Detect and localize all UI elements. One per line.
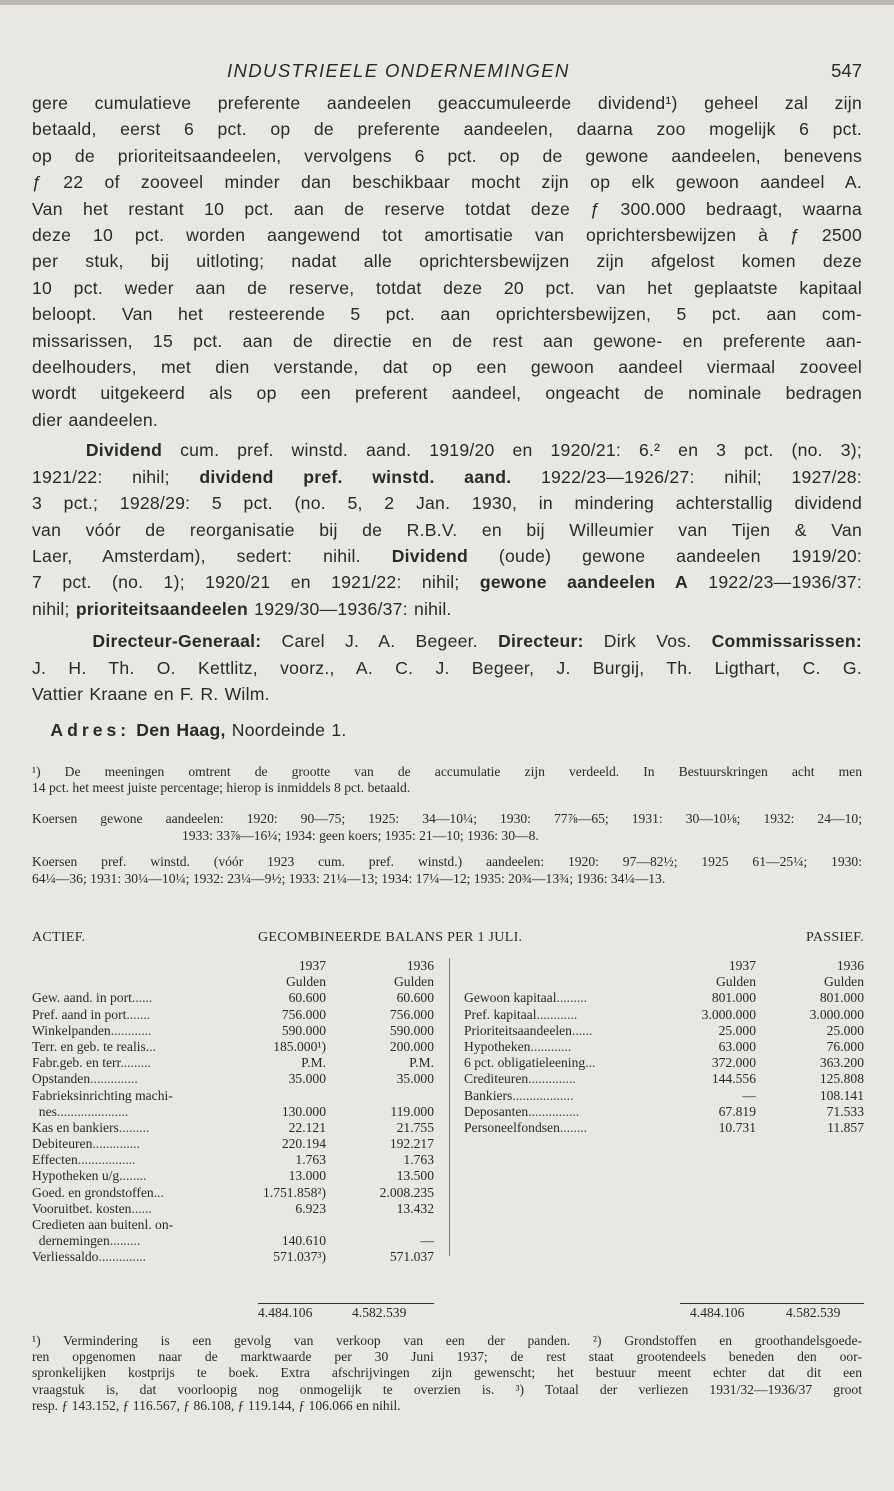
- year-1936: 1936: [836, 958, 864, 973]
- text-line: missarissen, 15 pct. aan de directie en de rest aan gewone- en preferente aan-: [32, 330, 862, 351]
- row-label: Goed. en grondstoffen: [32, 1184, 154, 1200]
- row-label: Fabr.geb. en terr: [32, 1055, 121, 1071]
- table-row: [464, 1088, 864, 1104]
- text-line: [32, 596, 862, 622]
- koersen-gewone: [32, 811, 862, 844]
- year-header-row: [464, 958, 864, 974]
- value-1937: 35.000: [288, 1071, 326, 1087]
- table-row: [32, 1185, 434, 1201]
- value-1936: 76.000: [826, 1038, 864, 1054]
- value-1936: 13.432: [396, 1200, 434, 1216]
- text-run: 1922/23—1936/37:: [688, 572, 862, 593]
- passief-rows: [464, 990, 864, 1136]
- page-title: INDUSTRIEELE ONDERNEMINGEN: [227, 60, 570, 81]
- value-1937: 10.731: [718, 1119, 756, 1135]
- bold-term: Commissarissen:: [711, 631, 862, 652]
- row-label-group: [32, 990, 152, 1006]
- leader-dots: .........: [118, 1119, 150, 1135]
- year-header-row: [32, 958, 434, 974]
- row-label-group: [32, 1120, 149, 1136]
- text-line: J. H. Th. O. Kettlitz, voorz., A. C. J. Begeer, J. Burgij, Th. Ligthart, C. G.: [32, 657, 862, 678]
- leader-dots: .....................: [56, 1103, 129, 1119]
- table-row: [32, 1120, 434, 1136]
- row-label-group: [464, 1039, 571, 1055]
- value-1936: 3.000.000: [809, 1006, 864, 1022]
- footnote-accumulation: [32, 764, 862, 797]
- table-row: [32, 1055, 434, 1071]
- value-1936: P.M.: [409, 1055, 434, 1071]
- text-line: ren opgenomen naar de marktwaarde per 30 Juni 1937; de rest staat grootendeels beneden den oor-: [32, 1349, 862, 1365]
- table-row: [464, 990, 864, 1006]
- value-1937: 590.000: [281, 1022, 326, 1038]
- value-1936: 25.000: [826, 1022, 864, 1038]
- row-label: Opstanden: [32, 1071, 91, 1087]
- row-label-group: [464, 1071, 576, 1087]
- text-line: Koersen gewone aandeelen: 1920: 90—75; 1925: 34—10¼; 1930: 77⅞—65; 1931: 30—10⅛; 1932: 24—10;: [32, 810, 862, 826]
- row-label-group: [32, 1217, 173, 1233]
- leader-dots: .........: [109, 1233, 141, 1249]
- value-1937: 63.000: [718, 1038, 756, 1054]
- value-1936: 119.000: [390, 1103, 434, 1119]
- balance-sheet: [32, 930, 864, 1265]
- text-line: [32, 543, 862, 569]
- text-line: beloopt. Van het resteerende 5 pct. aan oprichtersbewijzen, 5 pct. aan com-: [32, 304, 862, 325]
- year-1936: 1936: [406, 958, 434, 973]
- row-label: dernemingen: [32, 1233, 110, 1249]
- value-1936: 1.763: [403, 1152, 434, 1168]
- running-header: [32, 60, 862, 90]
- text-line: betaald, eerst 6 pct. op de preferente aandeelen, daarna zoo mogelijk 6 pct.: [32, 119, 862, 140]
- text-line: ¹) Vermindering is een gevolg van verkoop van een der panden. ²) Grondstoffen en groothandelsgoede-: [32, 1333, 862, 1348]
- leader-dots: .........: [120, 1055, 151, 1071]
- text-line: wordt uitgekeerd als op een preferent aandeel, ongeacht de nominale bedragen: [32, 383, 862, 404]
- row-label: Fabrieksinrichting machi-: [32, 1087, 173, 1103]
- row-label: Gew. aand. in port: [32, 990, 132, 1006]
- text-run: 7 pct. (no. 1); 1920/21 en 1921/22: nihil;: [32, 572, 480, 593]
- value-1936: 13.500: [396, 1168, 434, 1184]
- table-row: [32, 1136, 434, 1152]
- leader-dots: .......: [122, 1168, 147, 1184]
- bold-term: Dividend: [85, 440, 163, 461]
- row-label: Hypotheken: [464, 1038, 531, 1054]
- text-line: Van het restant 10 pct. aan de reserve totdat deze ƒ 300.000 bedraagt, waarna: [32, 198, 862, 219]
- address-street: Noordeinde 1.: [225, 720, 347, 741]
- leader-dots: .................: [77, 1152, 136, 1168]
- leader-dots: ..............: [90, 1071, 138, 1087]
- row-label-group: [464, 1088, 574, 1104]
- text-run: 1921/22: nihil;: [32, 466, 200, 487]
- row-label-group: [464, 990, 587, 1006]
- column-divider: [449, 958, 450, 1256]
- value-1937: 22.121: [288, 1119, 326, 1135]
- total-actief-1936: 4.582.539: [352, 1305, 407, 1320]
- text-line: [32, 569, 862, 595]
- value-1936: 125.808: [819, 1071, 864, 1087]
- table-row: [32, 1168, 434, 1184]
- value-1936: 108.141: [819, 1087, 864, 1103]
- row-label-group: [32, 1185, 164, 1201]
- unit-1936: Gulden: [393, 974, 434, 990]
- row-label: nes: [32, 1103, 57, 1119]
- row-label-group: [32, 1136, 140, 1152]
- leader-dots: ......: [131, 990, 153, 1006]
- text-line: ¹) De meeningen omtrent de grootte van de accumulatie zijn verdeeld. In Bestuurskringen acht men: [32, 763, 862, 779]
- row-label-group: [32, 1071, 138, 1087]
- total-rule-passief: [680, 1303, 864, 1304]
- leader-dots: ......: [131, 1200, 152, 1216]
- page-content: [32, 60, 862, 887]
- table-row: [464, 1039, 864, 1055]
- table-row: [32, 1233, 434, 1249]
- text-line: Koersen pref. winstd. (vóór 1923 cum. pref. winstd.) aandeelen: 1920: 97—82½; 1925 61—25¼; 1930:: [32, 854, 862, 870]
- table-row: [464, 1071, 864, 1087]
- value-1937: 220.194: [281, 1136, 326, 1152]
- value-1936: 590.000: [389, 1022, 434, 1038]
- leader-dots: ........: [559, 1119, 588, 1135]
- row-label: Prioriteitsaandeelen: [464, 1022, 572, 1038]
- row-label: Hypotheken u/g.: [32, 1168, 123, 1184]
- text-line: [32, 437, 862, 463]
- leader-dots: ..............: [92, 1136, 140, 1152]
- row-label: 6 pct. obligatieleening: [464, 1055, 586, 1071]
- leader-dots: ..............: [98, 1249, 147, 1265]
- value-1937: 756.000: [281, 1006, 326, 1022]
- paragraph-address: [32, 717, 862, 743]
- value-1937: 185.000¹): [273, 1038, 326, 1054]
- row-label-group: [32, 1039, 156, 1055]
- row-label: Terr. en geb. te realis.: [32, 1038, 150, 1054]
- table-row: [32, 1249, 434, 1265]
- leader-dots: ............: [530, 1038, 572, 1054]
- text-run: Laer, Amsterdam), sedert: nihil.: [32, 545, 392, 566]
- actief-column: [32, 958, 434, 1266]
- table-row: [32, 1152, 434, 1168]
- row-label: Pref. kapitaal: [464, 1006, 537, 1022]
- row-label: Credieten aan buitenl. on-: [32, 1217, 174, 1232]
- table-row: [464, 1055, 864, 1071]
- passief-column: [464, 958, 864, 1136]
- text-run: Dirk Vos.: [583, 631, 712, 652]
- value-1936: —: [420, 1233, 434, 1249]
- text-line: Vattier Kraane en F. R. Wilm.: [32, 683, 270, 704]
- value-1937: 25.000: [718, 1022, 756, 1038]
- value-1936: 192.217: [389, 1136, 434, 1152]
- bold-term: prioriteitsaandeelen: [75, 598, 249, 619]
- text-line: dier aandeelen.: [32, 409, 159, 430]
- text-line: [32, 464, 862, 490]
- value-1937: 372.000: [711, 1055, 756, 1071]
- text-line: 10 pct. weder aan de reserve, totdat deze 20 pct. van het geplaatste kapitaal: [32, 277, 862, 298]
- top-edge: [0, 0, 894, 5]
- value-1936: 21.755: [396, 1119, 434, 1135]
- value-1937: 571.037³): [273, 1249, 326, 1265]
- value-1937: —: [742, 1087, 756, 1103]
- value-1937: 67.819: [718, 1103, 756, 1119]
- text-line: 14 pct. het meest juiste percentage; hierop is inmiddels 8 pct. betaald.: [32, 780, 411, 796]
- row-label-group: [32, 1055, 151, 1071]
- value-1937: 130.000: [281, 1103, 326, 1119]
- text-line: deelhouders, met dien verstande, dat op een gewoon aandeel viermaal zooveel: [32, 357, 862, 378]
- value-1936: 35.000: [396, 1071, 434, 1087]
- value-1937: 6.923: [295, 1200, 326, 1216]
- row-label: Personeelfondsen: [464, 1119, 560, 1135]
- table-row: [32, 990, 434, 1006]
- text-run: nihil;: [32, 598, 76, 619]
- value-1937: 801.000: [711, 990, 756, 1006]
- year-1937: 1937: [298, 958, 326, 973]
- row-label-group: [464, 1120, 587, 1136]
- leader-dots: ..: [149, 1038, 156, 1054]
- row-label-group: [32, 1104, 128, 1120]
- paragraph-articles: [32, 90, 862, 433]
- text-line: ƒ 22 of zooveel minder dan beschikbaar mocht zijn op elk gewoon aandeel A.: [32, 172, 862, 193]
- total-passief-1937: 4.484.106: [690, 1305, 745, 1320]
- table-row: [464, 1120, 864, 1136]
- table-row: [32, 1023, 434, 1039]
- leader-dots: ...: [585, 1055, 596, 1071]
- address-label: Adres:: [50, 720, 131, 741]
- actief-heading: ACTIEF.: [32, 930, 86, 945]
- value-1937: 140.610: [281, 1233, 326, 1249]
- value-1937: 60.600: [288, 990, 326, 1006]
- row-label-group: [464, 1007, 577, 1023]
- text-line: [32, 717, 862, 743]
- text-line: [32, 628, 862, 654]
- leader-dots: ............: [110, 1022, 152, 1038]
- value-1937: 1.763: [295, 1152, 326, 1168]
- unit-header-row: [32, 974, 434, 990]
- row-label: Debiteuren: [32, 1136, 93, 1152]
- address-city: Den Haag,: [136, 720, 226, 741]
- text-run: 1922/23—1926/27: nihil; 1927/28:: [511, 466, 862, 487]
- text-line: 1933: 33⅞—16¼; 1934: geen koers; 1935: 21—10; 1936: 30—8.: [182, 827, 539, 843]
- bold-term: Directeur:: [498, 631, 584, 652]
- value-1937: 144.556: [711, 1071, 756, 1087]
- row-label-group: [32, 1233, 140, 1249]
- value-1936: 71.533: [826, 1103, 864, 1119]
- table-row: [32, 1071, 434, 1087]
- text-line: 64¼—36; 1931: 30¼—10¼; 1932: 23¼—9½; 1933: 21¼—13; 1934: 17¼—12; 1935: 20¾—13¾; 1936: 34¼—13.: [32, 870, 666, 886]
- table-row: [464, 1104, 864, 1120]
- koersen-pref: [32, 854, 862, 887]
- text-line: spronkelijken kostprijs te boek. Extra afschrijvingen zijn gewenscht; het bestuur meent echter dat dit een: [32, 1365, 862, 1381]
- passief-heading: PASSIEF.: [806, 930, 864, 945]
- row-label-group: [32, 1152, 136, 1168]
- page-number: 547: [831, 60, 862, 81]
- row-label: Vooruitbet. kosten: [32, 1200, 132, 1216]
- row-label-group: [32, 1007, 150, 1023]
- value-1936: 363.200: [819, 1055, 864, 1071]
- row-label-group: [464, 1055, 595, 1071]
- unit-1936: Gulden: [823, 974, 864, 990]
- text-run: Carel J. A. Begeer.: [261, 631, 499, 652]
- text-run: (oude) gewone aandeelen 1919/20:: [467, 545, 863, 566]
- footnote-balance: [32, 1333, 862, 1414]
- leader-dots: ..............: [528, 1071, 576, 1087]
- table-row: [32, 1039, 434, 1055]
- bold-term: gewone aandeelen A: [479, 572, 689, 593]
- row-label-group: [32, 1088, 173, 1104]
- leader-dots: ..................: [512, 1087, 574, 1103]
- table-row: [32, 1104, 434, 1120]
- paragraph-direction: [32, 628, 862, 707]
- leader-dots: ...............: [528, 1103, 580, 1119]
- unit-header-row: [464, 974, 864, 990]
- row-label: Gewoon kapitaal: [464, 990, 557, 1006]
- leader-dots: .........: [556, 990, 588, 1006]
- row-label: Deposanten: [464, 1103, 529, 1119]
- text-line: gere cumulatieve preferente aandeelen geaccumuleerde dividend¹) geheel zal zijn: [32, 93, 862, 113]
- leader-dots: .......: [126, 1006, 151, 1022]
- row-label-group: [32, 1023, 152, 1039]
- value-1936: 801.000: [819, 990, 864, 1006]
- value-1937: 1.751.858²): [263, 1184, 326, 1200]
- leader-dots: ............: [536, 1006, 578, 1022]
- text-line: per stuk, bij uitloting; nadat alle oprichtersbewijzen zijn afgelost komen deze: [32, 251, 862, 272]
- unit-1937: Gulden: [715, 974, 756, 990]
- row-label-group: [464, 1023, 592, 1039]
- row-label: Winkelpanden: [32, 1022, 111, 1038]
- bold-term: Dividend: [391, 545, 468, 566]
- row-label: Crediteuren: [464, 1071, 529, 1087]
- leader-dots: ......: [571, 1022, 593, 1038]
- value-1936: 60.600: [396, 990, 434, 1006]
- unit-1937: Gulden: [285, 974, 326, 990]
- value-1937: 3.000.000: [701, 1006, 756, 1022]
- value-1937: P.M.: [301, 1055, 326, 1071]
- bold-term: Directeur-Generaal:: [92, 631, 262, 652]
- value-1936: 200.000: [389, 1038, 434, 1054]
- total-passief-1936: 4.582.539: [786, 1305, 841, 1320]
- text-line: op de prioriteitsaandeelen, vervolgens 6 pct. op de gewone aandeelen, benevens: [32, 145, 862, 166]
- value-1936: 756.000: [389, 1006, 434, 1022]
- value-1936: 571.037: [389, 1249, 434, 1265]
- row-label-group: [32, 1201, 152, 1217]
- row-label: Effecten: [32, 1152, 78, 1168]
- leader-dots: ...: [153, 1184, 164, 1200]
- value-1937: 13.000: [288, 1168, 326, 1184]
- table-row: [32, 1007, 434, 1023]
- text-line: deze 10 pct. worden aangewend tot amortisatie van oprichtersbewijzen à ƒ 2500: [32, 225, 862, 246]
- balance-title: GECOMBINEERDE BALANS PER 1 JULI.: [258, 930, 523, 945]
- text-run: 1929/30—1936/37: nihil.: [248, 598, 452, 619]
- table-row: [464, 1007, 864, 1023]
- row-label-group: [464, 1104, 579, 1120]
- value-1936: 11.857: [827, 1119, 864, 1135]
- table-row: [32, 1201, 434, 1217]
- table-row: [464, 1023, 864, 1039]
- text-line: vraagstuk is, dat voorloopig nog onmogelijk te overzien is. ³) Totaal der verliezen 1931/32—1936/37 groot: [32, 1381, 862, 1397]
- row-label: Pref. aand in port: [32, 1006, 127, 1022]
- bold-term: dividend pref. winstd. aand.: [199, 466, 512, 487]
- table-row: [32, 1217, 434, 1233]
- row-label: Verliessaldo: [32, 1249, 99, 1265]
- balance-header: [32, 930, 864, 950]
- total-rule-actief: [258, 1303, 434, 1304]
- year-1937: 1937: [728, 958, 756, 973]
- row-label-group: [32, 1249, 146, 1265]
- row-label: Kas en bankiers: [32, 1119, 119, 1135]
- paragraph-dividend: [32, 437, 862, 622]
- actief-rows: [32, 990, 434, 1265]
- text-line: van vóór de reorganisatie bij de R.B.V. en bij Willeumier van Tijen & Van: [32, 519, 862, 540]
- text-run: cum. pref. winstd. aand. 1919/20 en 1920/21: 6.² en 3 pct. (no. 3);: [162, 440, 863, 461]
- row-label: Bankiers: [464, 1087, 513, 1103]
- value-1936: 2.008.235: [379, 1184, 434, 1200]
- text-line: 3 pct.; 1928/29: 5 pct. (no. 5, 2 Jan. 1930, in mindering achterstallig dividend: [32, 493, 862, 514]
- total-actief-1937: 4.484.106: [258, 1305, 313, 1320]
- table-row: [32, 1088, 434, 1104]
- row-label-group: [32, 1168, 146, 1184]
- text-line: resp. ƒ 143.152, ƒ 116.567, ƒ 86.108, ƒ 119.144, ƒ 106.066 en nihil.: [32, 1397, 401, 1413]
